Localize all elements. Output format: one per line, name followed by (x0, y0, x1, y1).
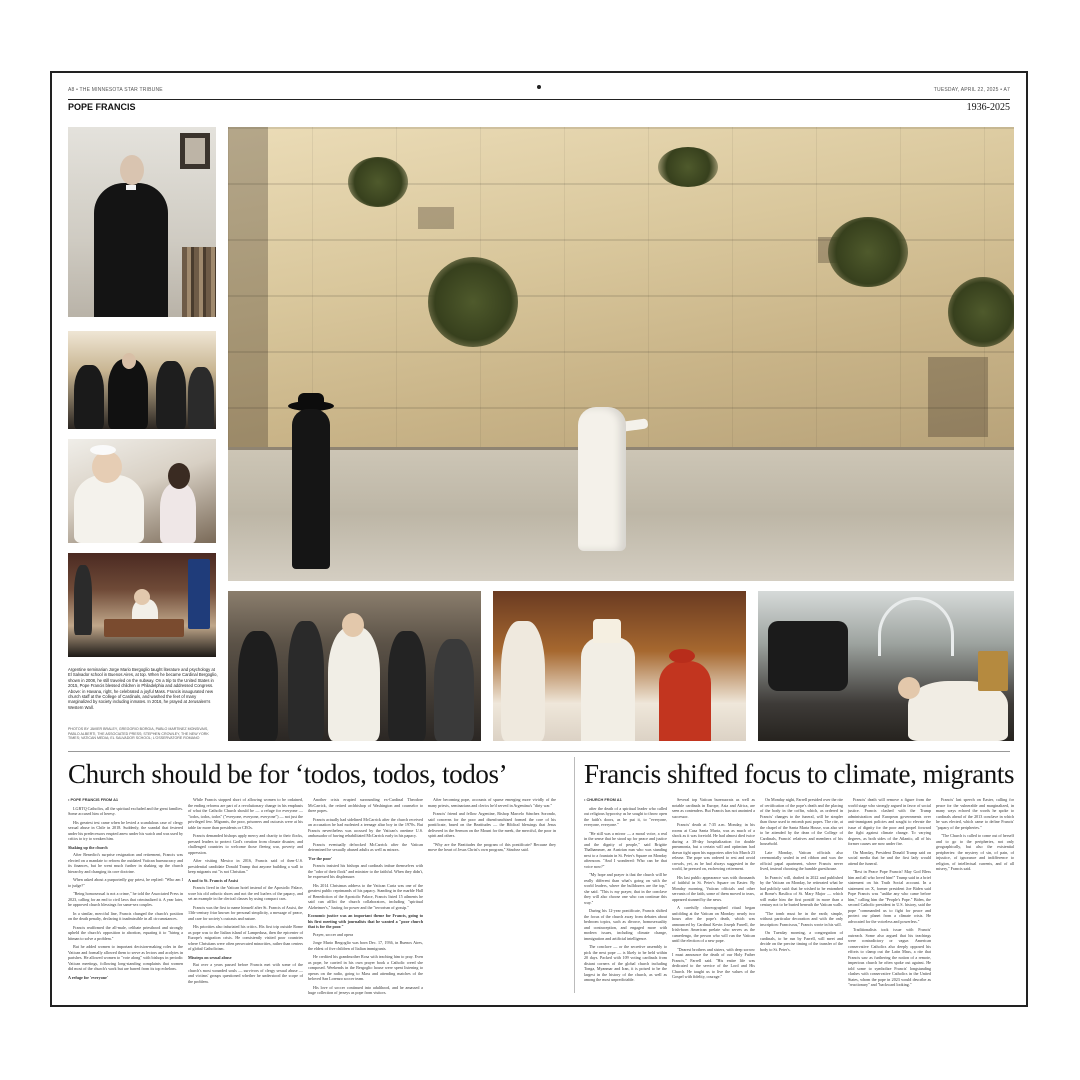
story-paragraph: LGBTQ Catholics, all the spiritual excluded and the great families. Some accused him of heresy. (68, 805, 183, 816)
right-story-column (936, 797, 1014, 1005)
mitre (593, 619, 621, 643)
figure-head (120, 155, 144, 185)
photo-cardinals-ceremony (493, 591, 746, 741)
story-paragraph: Francis eventually defrocked McCarrick after the Vatican determined he sexually abused adults as well as minors. (308, 841, 423, 852)
story-paragraph: "Why are the Beatitudes the program of this pontificate? Because they move the heart of Jesus Christ's own program," Sánchez said. (428, 841, 556, 852)
story-paragraph: Late Monday, Vatican officials also ceremonially sealed in red ribbon and wax the official papal apartment, where Francis never lived, instead choosing the humble guesthouse. (760, 849, 843, 871)
story-subhead: Shaking up the church (68, 844, 108, 850)
folio-line (68, 87, 1010, 95)
face (342, 613, 364, 637)
story-paragraph: "My hope and prayer is that the church will be really different than what's going on with the world leaders, where the bulldozers are the top," she said. "This is my prayer, that in the conclave they will also choose one who can continue this way." (584, 872, 667, 905)
face (898, 677, 920, 699)
pope-figure (578, 407, 626, 551)
story-paragraph: His 2014 Christmas address to the Vatican Curia was one of the greatest public reprimands of his papacy. Standing in the marble Hall of Benediction of the Apostolic Palace, Francis listed 15 ailments he said can afflict the church collaborators, including "spiritual Alzheimer's," lusting for power and the "terrorism of gossip." (308, 882, 423, 910)
story-byline: • POPE FRANCIS FROM A1 (68, 797, 119, 802)
story-paragraph: Francis' death at 7:35 a.m. Monday, in his rooms at Casa Santa Marta, was as much of a shock as it was foretold. He had almost died twice during a 38-day hospitalization for double pneumonia, but a certain will and optimism had drawn tight upon his supporters after his March 23 release. The pope was ordered to rest and avoid crowds, yet, as he had always suggested in the world, he pressed on, eschewing retirement. (672, 822, 755, 871)
left-story-column (308, 797, 423, 1005)
painting (978, 651, 1008, 691)
story-subhead: Missteps on sexual abuse (188, 954, 232, 960)
story-paragraph: A carefully choreographed ritual began unfolding at the Vatican on Monday: nearly two hours after the pope's death, which was announced by Cardinal Kevin Joseph Farrell, the Irish-born American prelate who serves as the camerlengo, the person who will run the Vatican until the election of a new pope. (672, 905, 755, 943)
story-paragraph: Francis lived in the Vatican hotel instead of the Apostolic Palace, wore his old orthotic shoes and not the red loafers of the papacy, and set an example in the clerical classes by using compact cars. (188, 885, 303, 901)
flag (188, 559, 210, 629)
zucchetto (90, 445, 116, 455)
story-paragraph: He credited his grandmother Rosa with teaching him to pray. Even as pope, he carried in his own prayer book a Catholic creed she composed. Weekends in the Bergoglio house were spent listening to operas on the radio, going to Mass and attending matches of the beloved San Lorenzo soccer team. (308, 954, 423, 981)
story-paragraph: Francis' friend and fellow Argentine, Bishop Marcelo Sánchez Sorondo, said concerns for the poor and disenfranchised formed the core of his pontificate, based on the Beatitudes — the Biblical blessings that Jesus delivered in the Sermon on the Mount for the meek, the merciful, the poor in spirit and others. (428, 811, 556, 838)
figure (108, 359, 148, 429)
wall-crevice (928, 357, 988, 437)
photo-foot-washing (758, 591, 1014, 741)
story-paragraph: His love of soccer continued into adulthood, and he amassed a huge collection of jerseys as pope from visitors. (308, 984, 423, 995)
story-paragraph: Traditionalists took issue with Francis' outreach. Some also argued that his teachings were contradictory or vague. American conservative Catholics also deeply opposed his efforts to clamp out the Latin Mass, a rite that Francis saw as furthering the notion of a remote, imperious church he often spoke out against. He told some to symbolize Francis' longstanding clashes with conservative Catholics in the United States, whom the pope in 2023 would describe as "reactionary" and "backward looking." (848, 927, 931, 987)
wall-shadow (228, 127, 268, 447)
story-paragraph: After becoming pope, accounts of sparse emerging more vividly of the many priests, seminarians and clerics he'd served in Argentina's "dirty war." (428, 797, 556, 808)
story-paragraph: "The Church is called to come out of herself and to go to the peripheries, not only geographically, but also the existential peripheries: the mystery of sin, of pain, of injustice, of ignorance and indifference to religion, of intellectual currents, and of all misery," Francis said. (936, 833, 1014, 871)
story-paragraph: after the death of a spiritual leader who called out religious hypocrisy as he sought to throw open the faith's doors, as he put it, to "everyone, everyone, everyone." (584, 805, 667, 827)
story-paragraph: After Benedict's surprise resignation and retirement, Francis was elected on a mandate to reform the outdated Vatican bureaucracy and its finances, but he went much further in shaking up the church hierarchy and changing its core doctrine. (68, 852, 183, 874)
story-paragraph: Francis was the first to name himself after St. Francis of Assisi, the 13th-century friar known for personal simplicity, a message of peace, and care for society's outcasts and nature. (188, 904, 303, 921)
story-paragraph: "Dearest brothers and sisters, with deep sorrow I must announce the death of our Holy Father Francis," Farrell said. "His entire life was dedicated to the service of the Lord and His Church. He taught us to live the values of the Gospel with fidelity, courage." (672, 946, 755, 979)
left-story-column (188, 797, 303, 1005)
figure (74, 565, 92, 635)
wall-plant (948, 277, 1014, 347)
story-paragraph: "The tomb must be in the earth; simple, without particular decoration and with the only inscription: Franciscus," Francis wrote in his will. (760, 910, 843, 927)
story-paragraph: When asked about a purportedly gay priest, he replied: "Who am I to judge?" (68, 877, 183, 888)
story-subhead: Economic justice was an important theme for Francis, going to his first meeting with journalists that he wanted a "poor church that is for the poor." (308, 913, 423, 929)
left-story-column (68, 797, 183, 1005)
section-label: POPE FRANCIS (68, 102, 136, 112)
story-paragraph: But he added women to important decision-making roles in the Vatican and formally allowed them to serve as lectors and acolytes in parishes. He allowed women to "vote along" with bishops in periodic Vatican meetings, following long-standing complaints that women did most of the church's work but are barred from its top echelons. (68, 944, 183, 971)
section-header (68, 99, 1010, 114)
figure (501, 621, 545, 741)
story-subhead: 'For the poor' (308, 855, 333, 861)
story-paragraph: His last public appearance was with thousands of faithful in St. Peter's Square on Easter. By Monday morning, Vatican officials and other servants of the faith, some of them moved to tears, appeared stunned by the news. (672, 874, 755, 902)
biretta (669, 649, 695, 663)
photo-assembly-hall (68, 553, 216, 657)
left-headline: Church should be for ‘todos, todos, todos’ (68, 759, 508, 789)
right-headline: Francis shifted focus to climate, migrants (584, 759, 1015, 789)
white-cassock (74, 475, 144, 543)
story-byline: • CHURCH FROM A1 (584, 797, 622, 802)
child-head (168, 463, 190, 489)
story-paragraph: "He still was a mirror — a moral voice, a real in the sense that he stood up for peace and justice and the dignity of people," said Brigitte Thalhammer, an Austrian nun who was standing next to a fountain in St. Peter's Square on Monday afternoon. "And I wondered: Who can be that voice now?" (584, 830, 667, 869)
bookshelf (182, 247, 216, 317)
story-paragraph: On Monday, President Donald Trump said on social media that he and the first lady would attend the funeral. (848, 849, 931, 866)
stone-wall (228, 127, 1014, 447)
pope-figure (328, 627, 380, 741)
story-paragraph: In a similar, merciful line, Francis changed the church's position on the death penalty, declaring it inadmissible in all circumstances. (68, 910, 183, 921)
photo-child-embrace (68, 439, 216, 543)
cardinal-figure (659, 661, 711, 741)
figure (768, 621, 848, 691)
right-story-column (584, 797, 667, 1005)
figure (288, 621, 324, 741)
rabbi-figure (292, 409, 330, 569)
wall-plant (428, 257, 518, 347)
right-story-column (672, 797, 755, 1005)
folio-right: TUESDAY, APRIL 22, 2025 • A7 (933, 87, 1010, 93)
figure (388, 631, 426, 741)
child (160, 483, 196, 543)
story-paragraph: The conclave — or the secretive assembly to pick the next pope — is likely to be held within 20 days. Packed with 109 voting cardinals from distant corners of the global church including Tonga, Myanmar and Iran, it is poised to be the largest in the history of the church, as well as among the most unpredictable. (584, 944, 667, 982)
story-paragraph: On Monday night, Farrell presided over the rite of certification of the pope's death and the placing of the body in the coffin, which, as ordered in Francis' changes to the funeral, will be simpler than those used to entomb past popes. The rite, at the chapel of the Santa Marta House, was also set to be attended by the dean of the College of Cardinals, Francis' relatives and members of his household. (760, 797, 843, 846)
cassock-figure (94, 183, 168, 317)
story-paragraph: Another crisis erupted surrounding ex-Cardinal Theodore McCarrick, the retired archbishop of Washington and counselor to three popes. (308, 797, 423, 813)
story-paragraph: Prayer, soccer and opera (313, 931, 354, 937)
story-rule (68, 751, 1010, 752)
story-paragraph: While Francis stopped short of allowing women to be ordained, the ending reforms are part of a revolutionary change in his emphasis of what the Catholic Church should be — a refuge for everyone — "todos, todos, todos" ("everyone, everyone, everyone") — not just the privileged few. Migrants, the poor, prisoners and outcasts were at his table far more than presidents or CEOs. (188, 797, 303, 830)
right-story-column (760, 797, 843, 1005)
figure (74, 365, 104, 429)
column-divider (574, 757, 575, 993)
story-paragraph: But over a years passed before Francis met with some of the church's most wounded souls — survivors of clergy sexual abuse — and victims' groups questioned whether he understood the scope of the problem. (188, 962, 303, 984)
story-paragraph: After visiting Mexico in 2016, Francis said of then-U.S. presidential candidate Donald Trump that anyone building a wall to keep migrants out "is not Christian." (188, 858, 303, 874)
photo-crowd-blessing (228, 591, 481, 741)
photo-priests-group (68, 331, 216, 429)
story-paragraph: Francis reaffirmed the all-male, celibate priesthood and strongly upheld the church's opposition to abortion, equating it to "hiring a hitman to solve a problem." (68, 924, 183, 941)
wall-plant (348, 157, 408, 207)
figure (238, 631, 278, 741)
figure (434, 639, 474, 741)
story-paragraph: His greatest test came when he levied a scandalous case of clergy sexual abuse in Chile in 2018. Suddenly, the scandal that festered under his predecessors erupted anew under his watch and was used by critics to try to weaken him. (68, 819, 183, 841)
photo-western-wall (228, 127, 1014, 581)
picture-frame (180, 133, 210, 169)
right-story-column (848, 797, 931, 1005)
folio-left: A8 • THE MINNESOTA STAR TRIBUNE (68, 87, 163, 93)
story-subhead: A nod to St. Francis of Assisi (188, 877, 238, 883)
newspaper-page (50, 71, 1028, 1007)
window-arch (878, 597, 954, 656)
story-paragraph: "Rest in Peace Pope Francis! May God Bless him and all who loved him!" Trump said in a brief statement on his Truth Social account. In a statement on X, former president Joe Biden said Pope Francis was "unlike any who came before him," calling him the "People's Pope." Biden, the second Catholic president in U.S. history, said the pope "commanded us to fight for peace and protect our planet from a climate crisis. He advocated for the voiceless and powerless." (848, 869, 931, 924)
face (92, 451, 122, 483)
story-paragraph: Francis' last speech on Easter, calling for peace for the vulnerable and marginalized, in many ways echoed the words he spoke to cardinals ahead of the 2013 conclave in which he was elected, which came to define Francis' "papacy of the peripheries." (936, 797, 1014, 830)
left-story-column (428, 797, 556, 1005)
rostrum (104, 619, 184, 637)
wall-plant (828, 217, 908, 287)
story-paragraph: Francis' death will remove a figure from the world stage who strongly argued in favor of social justice. Francis clashed with the Trump administration and European governments over anti-immigrant policies and sought to elevate the issue of dignity for the poor and propel forward the fight against climate change. To varying degrees, as both sides of the Atlantic, all of his former causes are now under fire. (848, 797, 931, 846)
celebrant-figure (581, 637, 635, 741)
story-paragraph: "Being homosexual is not a crime," he told the Associated Press in 2023, calling for an end to civil laws that criminalized it. A year later, he approved church blessings for same-sex couples. (68, 891, 183, 907)
wall-plant (658, 147, 718, 187)
story-subhead: A refuge for 'everyone' (68, 974, 108, 980)
story-paragraph: During his 12-year pontificate, Francis shifted the focus of the church away from debates about bedroom topics, such as divorce, homosexuality and contraception, and engaged more with modern issues, including climate change, immigration and artificial intelligence. (584, 908, 667, 941)
story-paragraph: Jorge Mario Bergoglio was born Dec. 17, 1936, in Buenos Aires, the eldest of five children of Italian immigrants. (308, 940, 423, 951)
wall-crevice (418, 207, 454, 229)
photo-young-bergoglio (68, 127, 216, 317)
story-paragraph: On Tuesday morning, a congregation of cardinals, to be run by Farrell, will meet and decide on the precise timing of the transfer of the body to St. Peter's. (760, 930, 843, 952)
story-paragraph: Several top Vatican bureaucrats as well as notable cardinals in Europe, Asia and Africa, are seen as contenders. But Francis has not anointed a successor. (672, 797, 755, 819)
story-paragraph: His priorities also infuriated his critics. His first trip outside Rome as pope was to the Italian island of Lampedusa, then the epicenter of Europe's migration crisis. He consistently visited poor countries where Christians were often persecuted minorities, rather than centers of global Catholicism. (188, 924, 303, 951)
face (122, 353, 136, 369)
photo-credit: PHOTOS BY JAVIER BRALEY, GREGORIO BORGIA, PABLO MARTINEZ MONSIVAIS, PABLO ALBERTI, THE ASSOCIATED PRESS; STEPHEN CROWLEY, THE NEW YORK TIMES; VATICAN MEDIA; EL SALVADOR SCHOOL; L'OSSERVATORE ROMANO (68, 727, 209, 741)
section-years: 1936-2025 (966, 102, 1010, 113)
figure (188, 367, 214, 429)
story-paragraph: Francis insisted his bishops and cardinals imbue themselves with the "odor of their flock" and minister to the faithful. When they didn't, he expressed his displeasure. (308, 863, 423, 879)
face (134, 589, 150, 605)
story-paragraph: Francis actually had sidelined McCarrick after the church received an accusation he had molested a teenage altar boy in the 1970s. But Francis nevertheless was accused by the Vatican's onetime U.S. ambassador of having rehabilitated McCarrick early in his papacy. (308, 816, 423, 838)
story-paragraph: Francis demanded bishops apply mercy and charity to their flocks, pressed leaders to protect God's creation from climate disaster, and challenged countries to welcome those fleeing war, poverty and oppression. (188, 833, 303, 855)
figure (156, 361, 186, 429)
photo-caption: Argentine seminarian Jorge Mario Bergoglio taught literature and psychology at El Salvador school in Buenos Aires, at top. When he became Cardinal Bergoglio, shown in 2008, he still traveled on the subway. On a trip to the United States in 2015, Pope Francis blessed children in Philadelphia and addressed Congress. Above: in Havana, right, he celebrated a joyful Mass. Francis inaugurated new church staff at the College of Cardinals, and washed the feet of many marginalized by society including inmates. In 2016, he prayed at Jerusalem's Western Wall. (68, 667, 218, 710)
center-dot (537, 85, 541, 89)
story-paragraph: In Francis' will, drafted in 2022 and published by the Vatican on Monday, he reiterated what he had publicly said: that he wished to be entombed at Rome's Basilica of St. Mary Major — which will make him the first pontiff in more than a century not to be buried beneath the Vatican walls. (760, 874, 843, 907)
clerical-collar (126, 185, 136, 190)
